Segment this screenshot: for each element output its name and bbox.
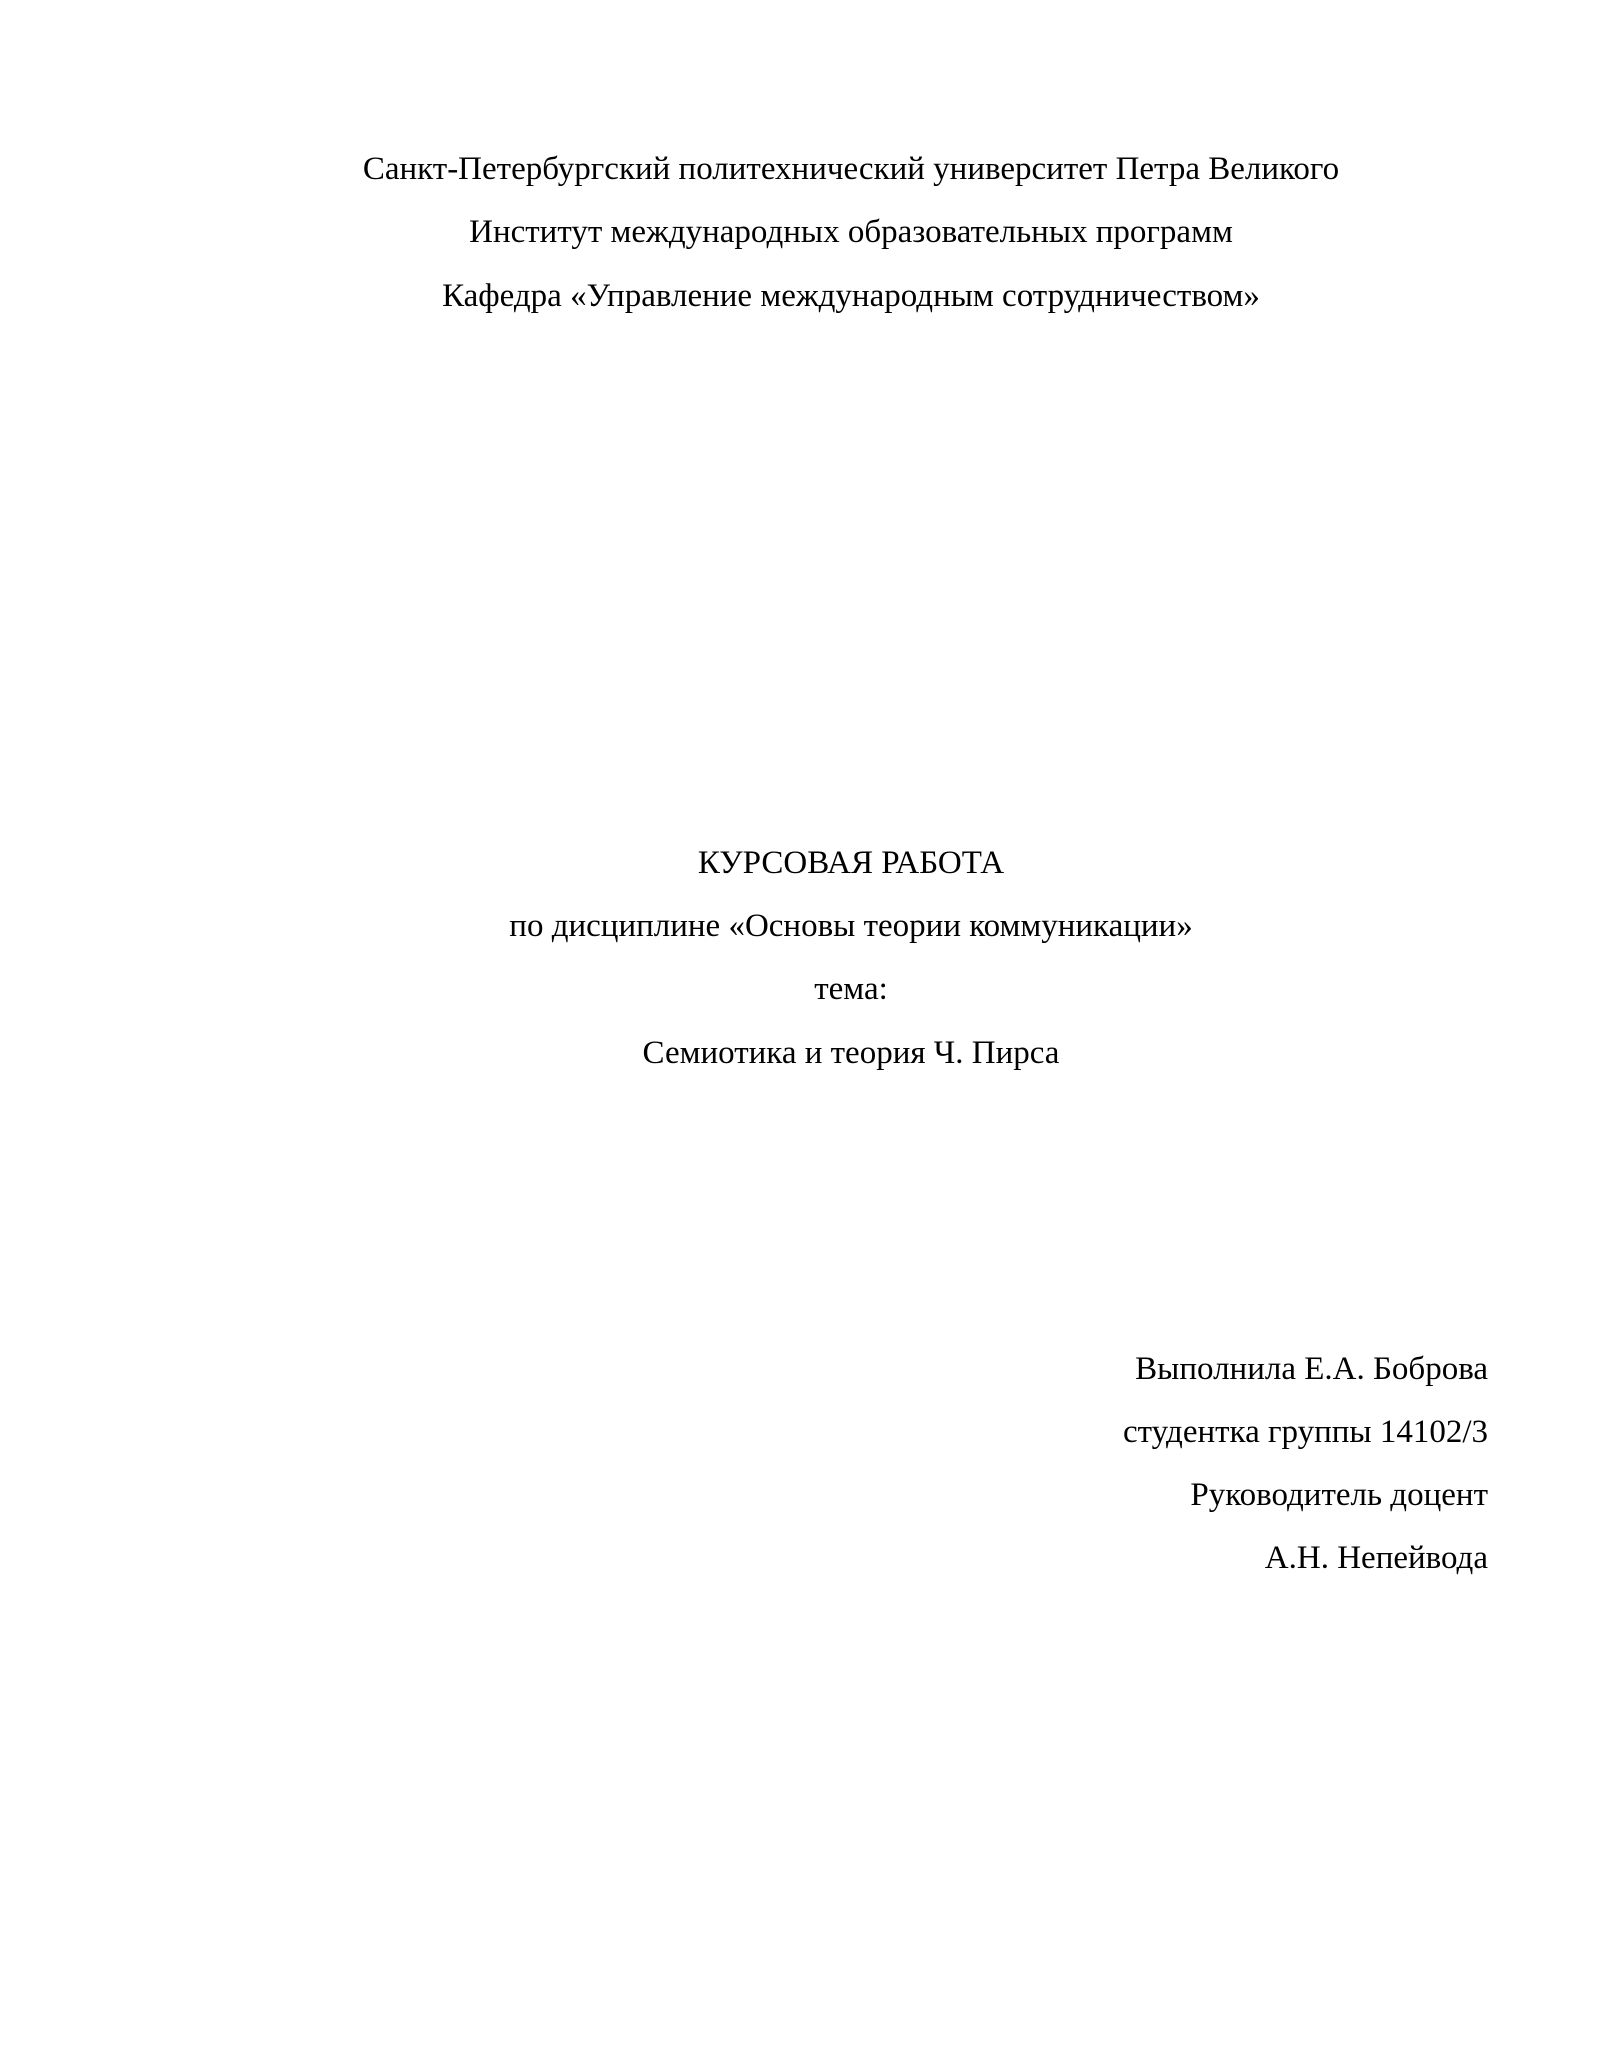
institute-name: Институт международных образовательных программ: [469, 214, 1233, 250]
student-group: студентка группы 14102/3: [1122, 1414, 1488, 1450]
discipline: по дисциплине «Основы теории коммуникации»: [509, 908, 1193, 944]
supervisor-title: Руководитель доцент: [1190, 1477, 1488, 1513]
topic-title: Семиотика и теория Ч. Пирса: [642, 1035, 1060, 1071]
department-name: Кафедра «Управление международным сотрудничеством»: [442, 278, 1260, 314]
university-name: Санкт-Петербургский политехнический университет Петра Великого: [362, 151, 1340, 187]
author-name: Выполнила Е.А. Боброва: [1135, 1351, 1488, 1387]
work-type: КУРСОВАЯ РАБОТА: [697, 845, 1005, 881]
supervisor-name: А.Н. Непейвода: [1264, 1540, 1488, 1576]
topic-label: тема:: [814, 971, 888, 1007]
